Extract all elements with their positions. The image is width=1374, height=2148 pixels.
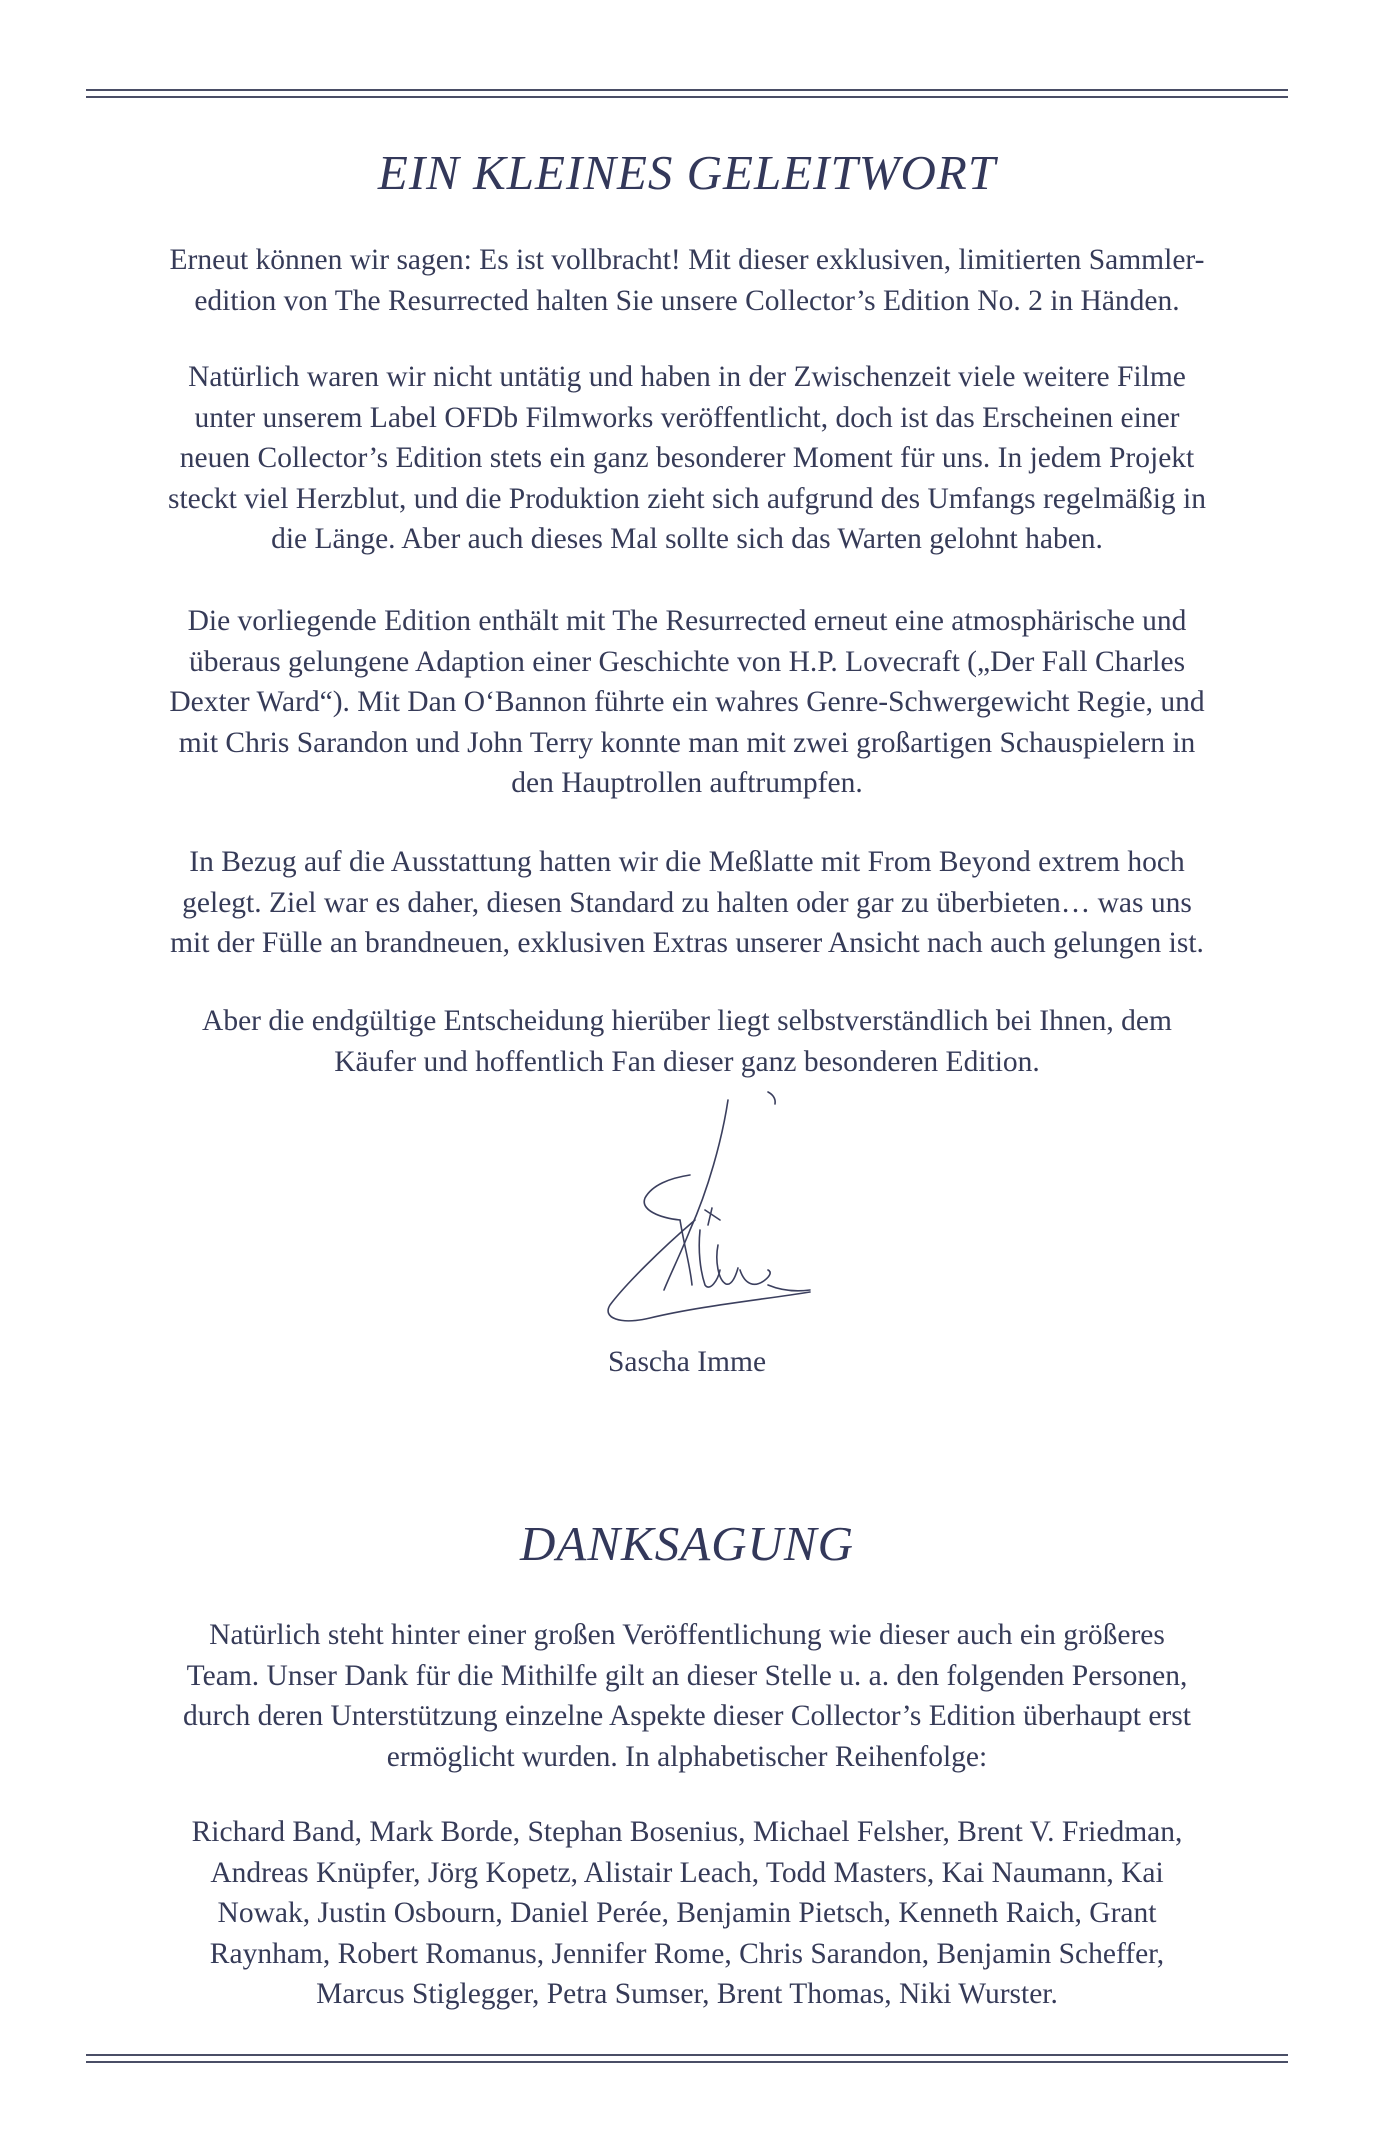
text-line: mit Chris Sarandon und John Terry konnte man mit zwei großartigen Schauspielern in [178, 726, 1196, 759]
text-line: neuen Collector’s Edition stets ein ganz besonderer Moment für uns. In jedem Projekt [179, 442, 1195, 474]
paragraph-intro [80, 240, 1294, 321]
text-line: edition von The Resurrected halten Sie unsere Collector’s Edition No. 2 in Händen. [194, 284, 1180, 317]
text-line: überaus gelungene Adaption einer Geschichte von H.P. Lovecraft („Der Fall Charles [188, 645, 1186, 678]
handwritten-signature [540, 1080, 820, 1340]
text-line: Die vorliegende Edition enthält mit The Resurrected erneut eine atmosphärische und [187, 605, 1187, 637]
text-line: Andreas Knüpfer, Jörg Kopetz, Alistair Leach, Todd Masters, Kai Naumann, Kai [210, 1856, 1164, 1889]
section-title-geleitwort: EIN KLEINES GELEITWORT [377, 145, 997, 200]
text-line: Richard Band, Mark Borde, Stephan Bosenius, Michael Felsher, Brent V. Friedman, [191, 1816, 1183, 1848]
bottom-double-rule [86, 2054, 1288, 2063]
text-line: In Bezug auf die Ausstattung hatten wir die Meßlatte mit From Beyond extrem hoch [189, 846, 1185, 878]
paragraph-edition [80, 601, 1294, 804]
text-line: die Länge. Aber auch dieses Mal sollte sich das Warten gelohnt haben. [271, 523, 1103, 555]
paragraph-entscheidung [80, 1001, 1294, 1082]
text-line: Natürlich waren wir nicht untätig und haben in der Zwischenzeit viele weitere Filme [188, 361, 1186, 393]
text-line: Natürlich steht hinter einer großen Veröffentlichung wie dieser auch ein größeres [209, 1619, 1165, 1651]
text-line: durch deren Unterstützung einzelne Aspekte dieser Collector’s Edition überhaupt erst [183, 1700, 1191, 1732]
text-line: Nowak, Justin Osbourn, Daniel Perée, Benjamin Pietsch, Kenneth Raich, Grant [217, 1897, 1157, 1929]
text-line: Marcus Stiglegger, Petra Sumser, Brent Thomas, Niki Wurster. [316, 1978, 1058, 2010]
text-line: Raynham, Robert Romanus, Jennifer Rome, Chris Sarandon, Benjamin Scheffer, [209, 1937, 1165, 1970]
signature-name: Sascha Imme [607, 1346, 767, 1378]
text-line: gelegt. Ziel war es daher, diesen Standard zu halten oder gar zu überbieten… was uns [182, 886, 1192, 919]
section-title-danksagung: DANKSAGUNG [520, 1516, 854, 1571]
paragraph-dank-intro [80, 1615, 1294, 1777]
text-line: ermöglicht wurden. In alphabetischer Reihenfolge: [386, 1740, 988, 1773]
paragraph-ausstattung [80, 842, 1294, 964]
text-line: Käufer und hoffentlich Fan dieser ganz besonderen Edition. [334, 1045, 1040, 1078]
top-double-rule [86, 89, 1288, 98]
text-line: Erneut können wir sagen: Es ist vollbracht! Mit dieser exklusiven, limitierten Sammler- [169, 244, 1205, 276]
text-line: Dexter Ward“). Mit Dan O‘Bannon führte ein wahres Genre-Schwergewicht Regie, und [169, 686, 1205, 718]
paragraph-name-list [80, 1812, 1294, 2015]
text-line: den Hauptrollen auftrumpfen. [511, 767, 863, 799]
text-line: mit der Fülle an brandneuen, exklusiven Extras unserer Ansicht nach auch gelungen ist. [170, 927, 1204, 959]
paragraph-label [80, 357, 1294, 560]
text-line: unter unserem Label OFDb Filmworks veröffentlicht, doch ist das Erscheinen einer [194, 401, 1180, 434]
text-line: Team. Unser Dank für die Mithilfe gilt an dieser Stelle u. a. den folgenden Personen, [186, 1659, 1188, 1692]
text-line: Aber die endgültige Entscheidung hierüber liegt selbstverständlich bei Ihnen, dem [202, 1005, 1172, 1037]
text-line: steckt viel Herzblut, und die Produktion zieht sich aufgrund des Umfangs regelmäßig in [168, 482, 1206, 515]
